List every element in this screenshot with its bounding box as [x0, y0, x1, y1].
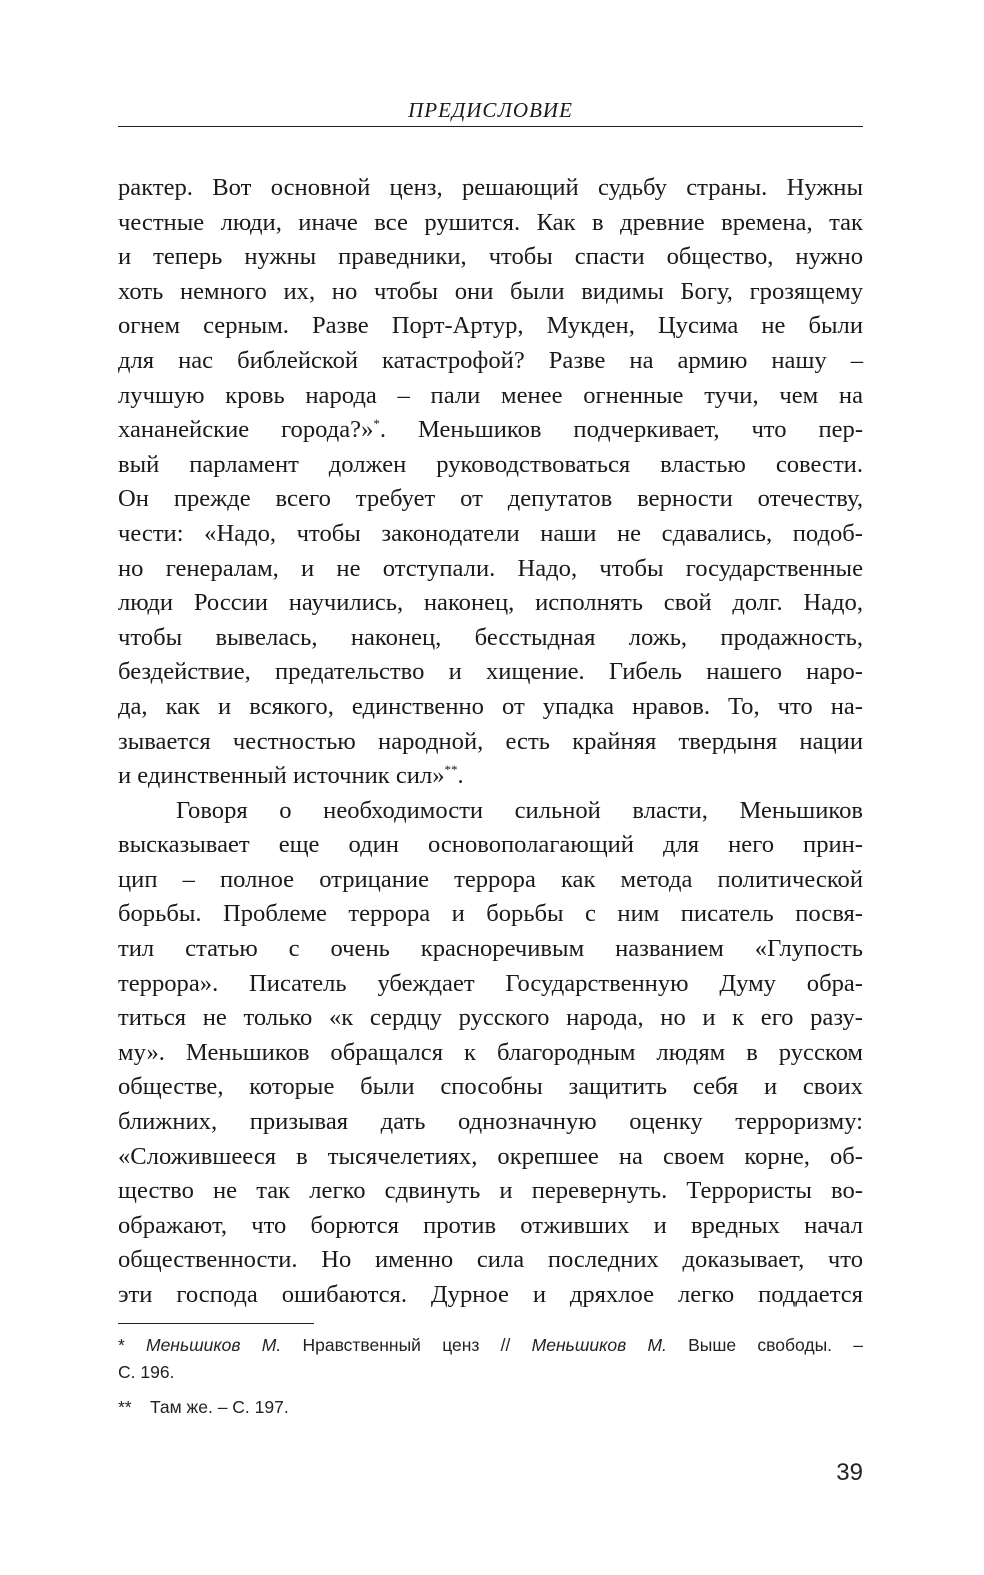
- text-line: бездействие, предательство и хищение. Гибель нашего наро-: [118, 658, 863, 686]
- footnote-1: [118, 1332, 863, 1386]
- text-line-with-note: [118, 759, 863, 794]
- text-fragment: и единственный источник сил»: [118, 762, 445, 790]
- footnote-mark: *: [118, 1335, 125, 1355]
- text-line: чести: «Надо, чтобы законодатели наши не сдавались, подоб-: [118, 519, 863, 547]
- footnote-line: [118, 1332, 863, 1359]
- text-line: ближних, призывая дать однозначную оценку терроризму:: [118, 1108, 863, 1136]
- footnotes: [118, 1332, 863, 1429]
- text-line: щество не так легко сдвинуть и перевернуть. Террористы во-: [118, 1177, 863, 1205]
- footnote-author: Меньшиков М.: [531, 1335, 667, 1355]
- main-text: [118, 171, 863, 1313]
- text-line: высказывает еще один основополагающий для него прин-: [118, 831, 863, 859]
- footnote-text: Там же. – С. 197.: [150, 1397, 289, 1417]
- text-line: тил статью с очень красноречивым названием «Глупость: [118, 935, 863, 963]
- text-line: хоть немного их, но чтобы они были видимы Богу, грозящему: [118, 277, 863, 305]
- text-line: люди России научились, наконец, исполнять свой долг. Надо,: [118, 589, 863, 617]
- footnote-continuation: С. 196.: [118, 1362, 175, 1382]
- text-line: лучшую кровь народа – пали менее огненные тучи, чем на: [118, 381, 863, 409]
- text-line: титься не только «к сердцу русского народа, но и к его разу-: [118, 1004, 863, 1032]
- text-line: огнем серным. Разве Порт-Артур, Мукден, Цусима не были: [118, 312, 863, 340]
- text-line: и теперь нужны праведники, чтобы спасти общество, нужно: [118, 243, 863, 271]
- text-line: но генералам, и не отступали. Надо, чтобы государственные: [118, 554, 863, 582]
- text-line: рактер. Вот основной ценз, решающий судьбу страны. Нужны: [118, 174, 863, 201]
- text-line: для нас библейской катастрофой? Разве на армию нашу –: [118, 346, 863, 374]
- footnote-ref-2: **: [444, 761, 458, 777]
- text-line: цип – полное отрицание террора как метода политической: [118, 865, 863, 893]
- footnote-line: [118, 1394, 863, 1421]
- text-line: эти господа ошибаются. Дурное и дряхлое легко поддается: [118, 1281, 863, 1308]
- text-fragment: хананейские города?»: [118, 416, 374, 444]
- running-header: ПРЕДИСЛОВИЕ: [118, 96, 863, 127]
- text-line: вый парламент должен руководствоваться властью совести.: [118, 450, 863, 478]
- page-number: 39: [836, 1459, 863, 1486]
- text-line-paragraph-start: Говоря о необходимости сильной власти, Меньшиков: [176, 796, 863, 824]
- text-fragment: . Меньшиков подчеркивает, что пер-: [379, 416, 864, 444]
- footnote-text: Нравственный ценз //: [281, 1335, 532, 1355]
- text-line: ображают, что борются против отживших и вредных начал: [118, 1211, 863, 1239]
- text-line: террора». Писатель убеждает Государственную Думу обра-: [118, 969, 863, 997]
- footnote-author: Меньшиков М.: [146, 1335, 282, 1355]
- text-line: чтобы вывелась, наконец, бесстыдная ложь, продажность,: [118, 623, 863, 651]
- text-line: честные люди, иначе все рушится. Как в древние времена, так: [118, 208, 863, 236]
- footnote-divider: [118, 1323, 314, 1324]
- text-line: «Сложившееся в тысячелетиях, окрепшее на своем корне, об-: [118, 1142, 863, 1170]
- text-line: общественности. Но именно сила последних доказывает, что: [118, 1246, 863, 1274]
- text-line-with-note: [118, 413, 863, 448]
- text-line: да, как и всякого, единственно от упадка нравов. То, что на-: [118, 692, 863, 720]
- text-line: борьбы. Проблеме террора и борьбы с ним писатель посвя-: [118, 900, 863, 928]
- text-line: зывается честностью народной, есть крайняя твердыня нации: [118, 727, 863, 755]
- footnote-text: Выше свободы. –: [666, 1335, 863, 1355]
- footnote-2: [118, 1394, 863, 1421]
- text-line: му». Меньшиков обращался к благородным людям в русском: [118, 1038, 863, 1066]
- text-line: Он прежде всего требует от депутатов верности отечеству,: [118, 485, 863, 513]
- footnote-ref-1: *: [373, 415, 380, 431]
- text-fragment: .: [457, 762, 464, 790]
- footnote-mark: **: [118, 1397, 132, 1417]
- text-line: обществе, которые были способны защитить себя и своих: [118, 1073, 863, 1101]
- book-page: [118, 96, 863, 1516]
